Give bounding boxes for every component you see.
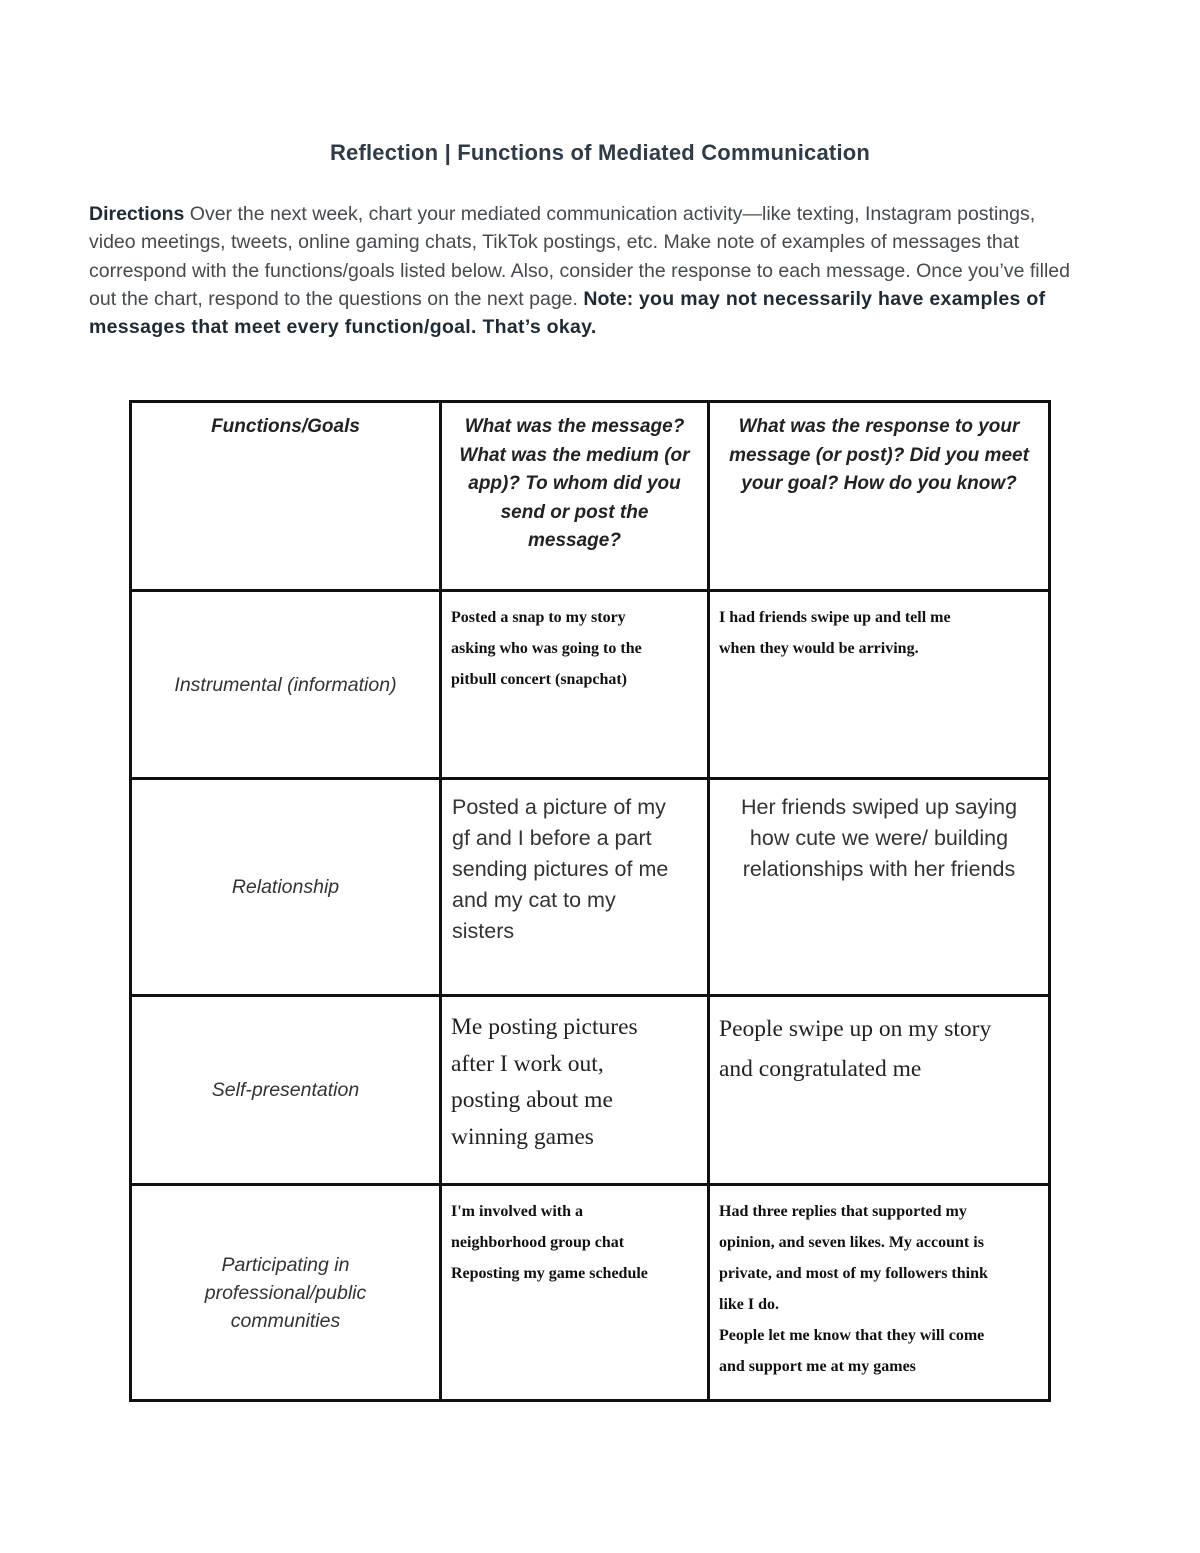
response-line: I had friends swipe up and tell me bbox=[719, 609, 951, 626]
response-line: opinion, and seven likes. My account is bbox=[719, 1234, 984, 1251]
response-line: relationships with her friends bbox=[742, 857, 1016, 881]
message-line: asking who was going to the bbox=[451, 640, 642, 657]
directions-text: Over the next week, chart your mediated communication activity—like texting, Instagram postings, video meetings, tweets, online gaming chats, TikTok postings, etc. Make note of examples of messages that correspond with the functions/goals listed below. Also, consider the response to each message. Once you’ve filled out the chart, respond to the questions on the next page. bbox=[89, 203, 1070, 310]
message-line: sisters bbox=[452, 919, 515, 943]
response-line: like I do. bbox=[719, 1296, 780, 1313]
message-line: pitbull concert (snapchat) bbox=[451, 671, 627, 688]
message-line: sending pictures of me bbox=[452, 857, 669, 881]
response-line: People let me know that they will come bbox=[719, 1327, 985, 1344]
function-cell: Participating in professional/public communities bbox=[131, 1185, 441, 1401]
message-line: winning games bbox=[451, 1123, 594, 1150]
functions-chart-table bbox=[129, 400, 1051, 1402]
message-line: Me posting pictures bbox=[451, 1014, 638, 1040]
message-line: posting about me bbox=[451, 1087, 613, 1113]
function-cell: Self-presentation bbox=[131, 996, 441, 1185]
message-line: and my cat to my bbox=[452, 888, 616, 912]
message-cell bbox=[441, 779, 709, 996]
directions-paragraph bbox=[89, 200, 1079, 341]
header-message: What was the message? What was the medium (or app)? To whom did you send or post the message? bbox=[441, 402, 709, 591]
response-line: when they would be arriving. bbox=[719, 640, 919, 657]
header-functions-goals: Functions/Goals bbox=[131, 402, 441, 591]
message-line: Posted a snap to my story bbox=[451, 609, 626, 626]
message-cell bbox=[441, 996, 709, 1185]
message-line: Posted a picture of my bbox=[452, 795, 666, 819]
table-row bbox=[131, 1185, 1050, 1401]
message-line: I'm involved with a bbox=[451, 1203, 584, 1220]
response-cell bbox=[709, 779, 1050, 996]
response-line: People swipe up on my story bbox=[719, 1016, 992, 1042]
page-title: Reflection | Functions of Mediated Communication bbox=[329, 140, 871, 165]
response-line: and congratulated me bbox=[719, 1056, 922, 1082]
response-cell bbox=[709, 591, 1050, 779]
response-line: and support me at my games bbox=[719, 1358, 916, 1375]
table-row bbox=[131, 996, 1050, 1185]
message-line: gf and I before a part bbox=[452, 826, 652, 850]
header-response: What was the response to your message (or post)? Did you meet your goal? How do you know? bbox=[709, 402, 1050, 591]
message-line: neighborhood group chat bbox=[451, 1234, 625, 1251]
response-line: Her friends swiped up saying bbox=[740, 795, 1018, 819]
response-cell bbox=[709, 1185, 1050, 1401]
message-line: after I work out, bbox=[451, 1050, 604, 1077]
note-label: Note: bbox=[583, 287, 634, 310]
table-row bbox=[131, 591, 1050, 779]
response-line: private, and most of my followers think bbox=[719, 1265, 988, 1282]
table-header-row bbox=[131, 402, 1050, 591]
response-cell bbox=[709, 996, 1050, 1185]
table-row bbox=[131, 779, 1050, 996]
note-text: you may not necessarily have examples of messages that meet every function/goal. That’s okay. bbox=[89, 287, 1046, 339]
response-line: how cute we were/ building bbox=[749, 826, 1009, 850]
function-cell: Relationship bbox=[131, 779, 441, 996]
directions-label: Directions bbox=[89, 203, 185, 225]
message-cell bbox=[441, 1185, 709, 1401]
message-cell bbox=[441, 591, 709, 779]
function-cell: Instrumental (information) bbox=[131, 591, 441, 779]
response-line: Had three replies that supported my bbox=[719, 1203, 967, 1220]
message-line: Reposting my game schedule bbox=[451, 1265, 648, 1282]
